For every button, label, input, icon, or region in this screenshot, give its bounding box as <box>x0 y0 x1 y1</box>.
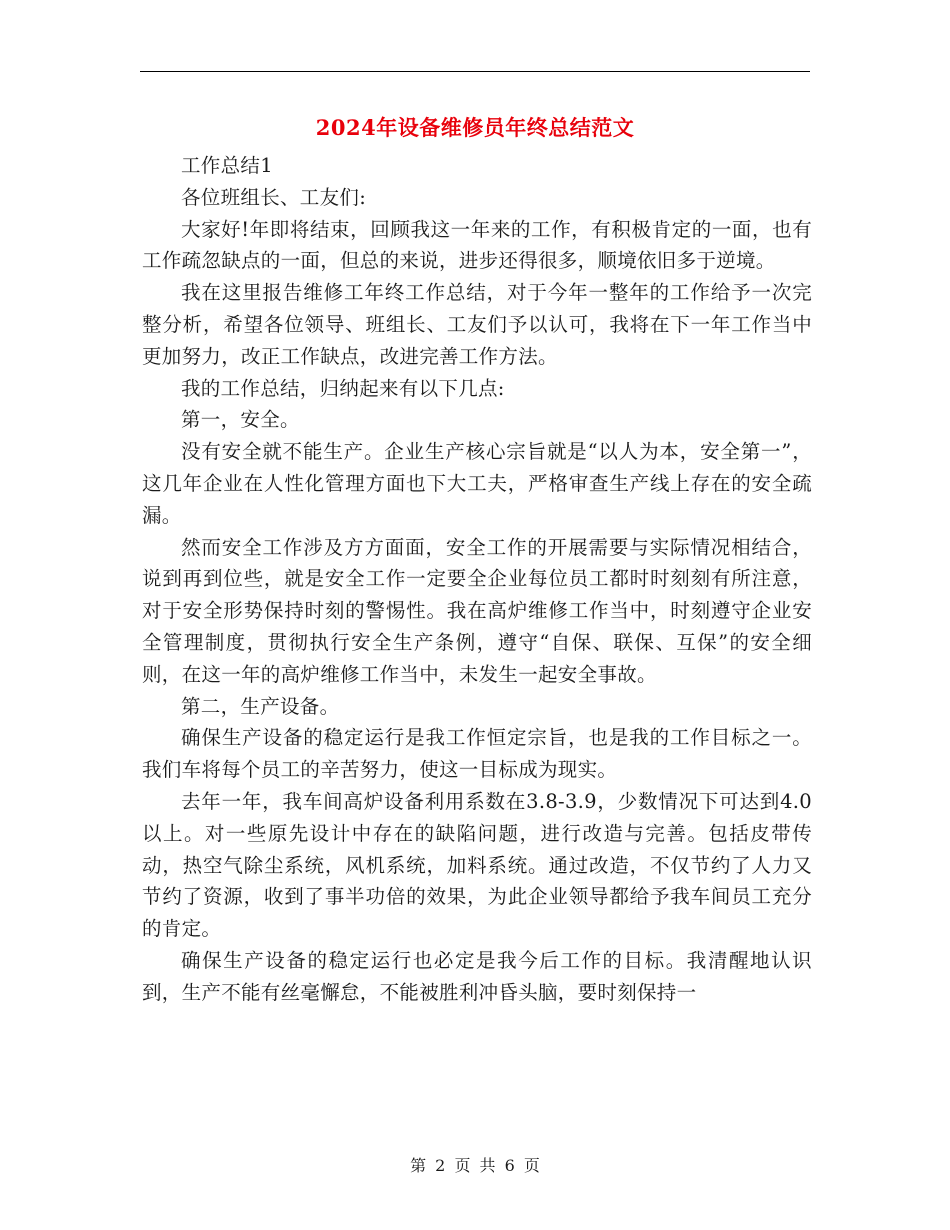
document-body <box>142 150 812 1009</box>
paragraph-salutation: 各位班组长、工友们: <box>181 185 367 209</box>
paragraph: 大家好!年即将结束，回顾我这一年来的工作，有积极肯定的一面，也有工作疏忽缺点的一面，但总的来说，进步还得很多，顺境依旧多于逆境。 <box>142 217 812 273</box>
paragraph: 然而安全工作涉及方方面面，安全工作的开展需要与实际情况相结合，说到再到位些，就是安全工作一定要全企业每位员工都时时刻刻有所注意，对于安全形势保持时刻的警惕性。我在高炉维修工作当中，时刻遵守企业安全管理制度，贯彻执行安全生产条例，遵守“自保、联保、互保”的安全细则，在这一年的高炉维修工作当中，未发生一起安全事故。 <box>142 535 812 686</box>
paragraph: 没有安全就不能生产。企业生产核心宗旨就是“以人为本，安全第一”，这几年企业在人性化管理方面也下大工夫，严格审查生产线上存在的安全疏漏。 <box>142 440 812 527</box>
paragraph: 确保生产设备的稳定运行是我工作恒定宗旨，也是我的工作目标之一。我们车将每个员工的辛苦努力，使这一目标成为现实。 <box>142 726 812 782</box>
paragraph-point-heading: 第二，生产设备。 <box>181 694 340 718</box>
paragraph: 去年一年，我车间高炉设备利用系数在3.8-3.9，少数情况下可达到4.0以上。对一些原先设计中存在的缺陷问题，进行改造与完善。包括皮带传动，热空气除尘系统，风机系统，加料系统。通过改造，不仅节约了人力又节约了资源，收到了事半功倍的效果，为此企业领导都给予我车间员工充分的肯定。 <box>142 789 812 941</box>
paragraph: 我的工作总结，归纳起来有以下几点: <box>181 376 505 400</box>
paragraph-point-heading: 第一，安全。 <box>181 408 300 432</box>
header-rule <box>140 71 810 72</box>
page-number: 第 2 页 共 6 页 <box>410 1156 540 1175</box>
paragraph: 我在这里报告维修工年终工作总结，对于今年一整年的工作给予一次完整分析，希望各位领导、班组长、工友们予以认可，我将在下一年工作当中更加努力，改正工作缺点，改进完善工作方法。 <box>142 281 812 368</box>
document-title: 2024年设备维修员年终总结范文 <box>315 115 635 140</box>
paragraph: 确保生产设备的稳定运行也必定是我今后工作的目标。我清醒地认识到，生产不能有丝毫懈怠，不能被胜利冲昏头脑，要时刻保持一 <box>142 948 812 1004</box>
paragraph-section-heading: 工作总结1 <box>181 154 273 177</box>
